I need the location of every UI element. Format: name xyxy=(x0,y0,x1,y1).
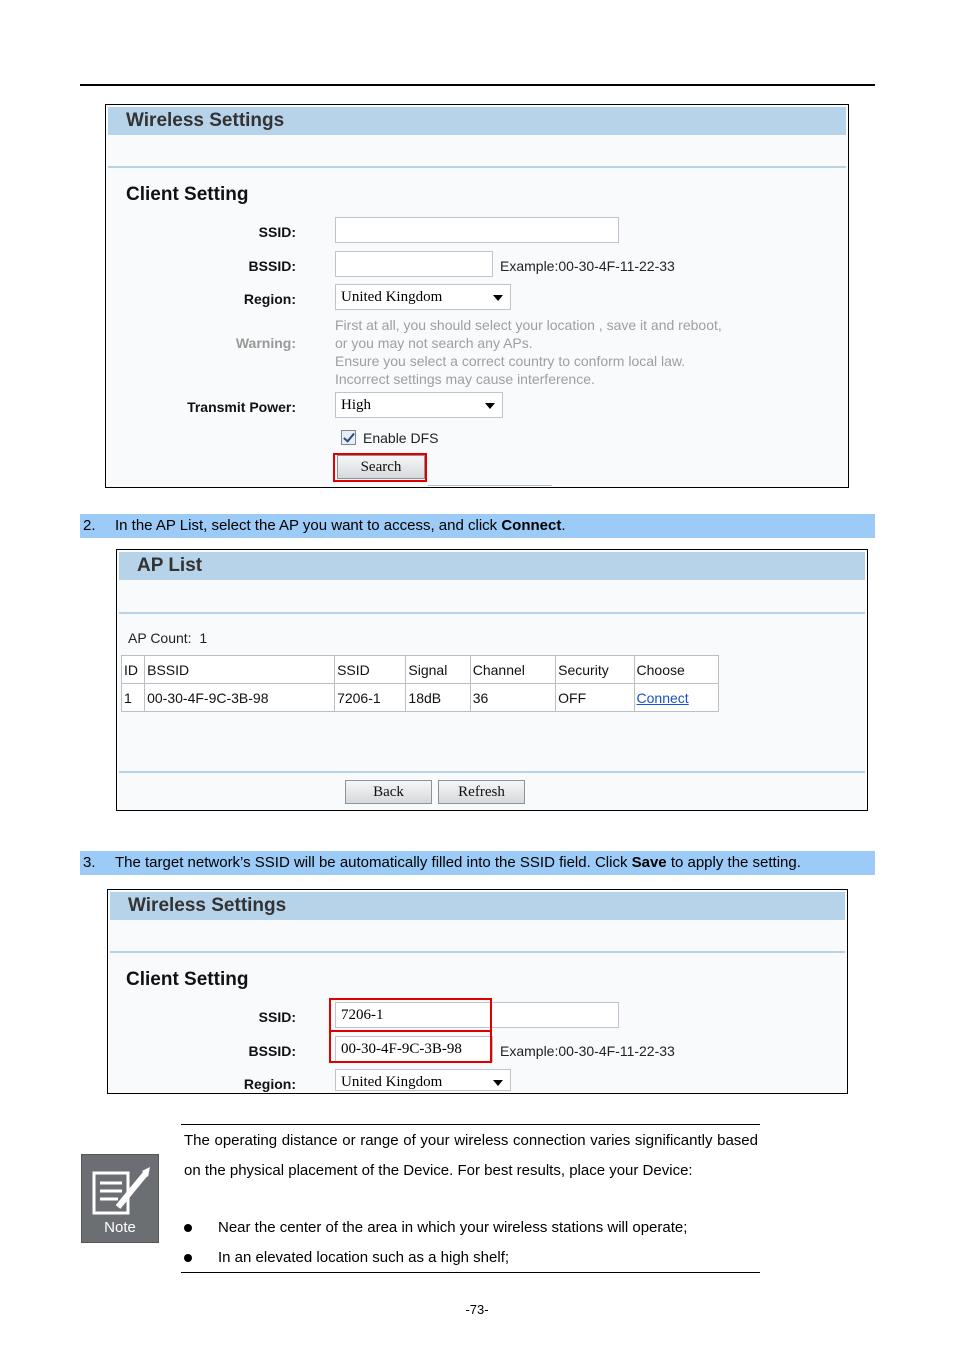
note-top-rule xyxy=(181,1124,760,1125)
bssid-example: Example:00-30-4F-11-22-33 xyxy=(500,1043,675,1059)
step-3-bar: 3. The target network’s SSID will be automatically filled into the SSID field. Click Save to apply the setting. xyxy=(80,851,875,875)
ap-list-panel xyxy=(116,549,868,811)
table-header-row: ID BSSID SSID Signal Channel Security Choose xyxy=(122,656,719,684)
warning-label: Warning: xyxy=(235,335,296,351)
section-title: Client Setting xyxy=(126,969,249,990)
search-button[interactable]: Search xyxy=(337,455,425,479)
region-label: Region: xyxy=(243,291,296,307)
ssid-input[interactable]: 7206-1 xyxy=(335,1002,619,1028)
note-icon: Note xyxy=(81,1154,159,1243)
bssid-input[interactable]: 00-30-4F-9C-3B-98 xyxy=(335,1036,493,1062)
transmit-power-label: Transmit Power: xyxy=(187,399,296,415)
panel-header: Wireless Settings xyxy=(108,107,846,135)
bssid-label: BSSID: xyxy=(248,258,296,274)
ssid-label: SSID: xyxy=(258,224,296,240)
document-page: Wireless Settings Client Setting SSID: BSSID: Example:00-30-4F-11-22-33 Region: United Kingdom Warning: First at all, you should select your location , save it and reboot, or you may not search any APs. Ensure you select a correct country to conform local law. Incorrect settings may cause interference. Transmit Power: High Enable DFS Search 2. In the AP List, select the AP you want to access, and click Connect. AP List AP Count: 1 ID BSSID SSID Signal Channel Security Choose 1 00-30-4F-9C-3B-98 7206-1 18dB 36 OFF Connect Back Refresh 3. The target network’s SSID will be automatically filled into the SSID field. Click Save to apply the setting. Wireless Settings Client Setting SSID: 7206-1 BSSID: 00-30-4F-9C-3B-98 Example:00-30-4F-11-22-33 Region: United Kingdom Note The operating distance or range of your wireless connection varies significantly based on the physical placement of the Device. For best results, place your Device: Near the center of the area in which your wireless stations will operate; In an elevated location such as a high shelf; -73- xyxy=(0,0,954,1350)
chevron-down-icon xyxy=(493,295,503,301)
ap-count: AP Count: 1 xyxy=(128,630,208,646)
transmit-power-select[interactable]: High xyxy=(335,392,503,418)
warning-text: First at all, you should select your location , save it and reboot, or you may not search any APs. Ensure you select a correct country to conform local law. Incorrect settings may cause interference. xyxy=(335,317,722,387)
bssid-input[interactable] xyxy=(335,251,493,277)
section-title: Client Setting xyxy=(126,184,249,205)
chevron-down-icon xyxy=(493,1080,503,1086)
bullet-icon xyxy=(184,1254,192,1262)
wireless-settings-panel-1 xyxy=(105,104,849,488)
note-bottom-rule xyxy=(181,1272,760,1273)
region-label: Region: xyxy=(243,1076,296,1092)
bssid-label: BSSID: xyxy=(248,1043,296,1059)
wireless-settings-panel-2 xyxy=(107,889,848,1094)
bullet-icon xyxy=(184,1224,192,1232)
refresh-button[interactable]: Refresh xyxy=(438,780,525,804)
chevron-down-icon xyxy=(485,403,495,409)
enable-dfs-label: Enable DFS xyxy=(363,430,439,446)
connect-link[interactable]: Connect xyxy=(636,689,689,706)
header-rule xyxy=(80,84,875,86)
notepad-pencil-icon xyxy=(82,1159,160,1221)
region-select[interactable]: United Kingdom xyxy=(335,1069,511,1091)
enable-dfs-checkbox[interactable] xyxy=(341,430,356,445)
panel-header: Wireless Settings xyxy=(110,892,845,920)
table-row: 1 00-30-4F-9C-3B-98 7206-1 18dB 36 OFF Connect xyxy=(122,684,719,712)
note-paragraph: The operating distance or range of your wireless connection varies significantly based on the physical placement of the Device. For best results, place your Device: xyxy=(184,1132,758,1179)
ssid-label: SSID: xyxy=(258,1009,296,1025)
back-button[interactable]: Back xyxy=(345,780,432,804)
search-highlight xyxy=(333,453,427,482)
ssid-input[interactable] xyxy=(335,217,619,243)
panel-header: AP List xyxy=(119,552,865,580)
step-2-bar: 2. In the AP List, select the AP you want to access, and click Connect. xyxy=(80,514,875,538)
bssid-example: Example:00-30-4F-11-22-33 xyxy=(500,258,675,274)
page-number: -73- xyxy=(465,1302,489,1317)
ap-table xyxy=(121,655,719,712)
region-select[interactable]: United Kingdom xyxy=(335,284,511,310)
